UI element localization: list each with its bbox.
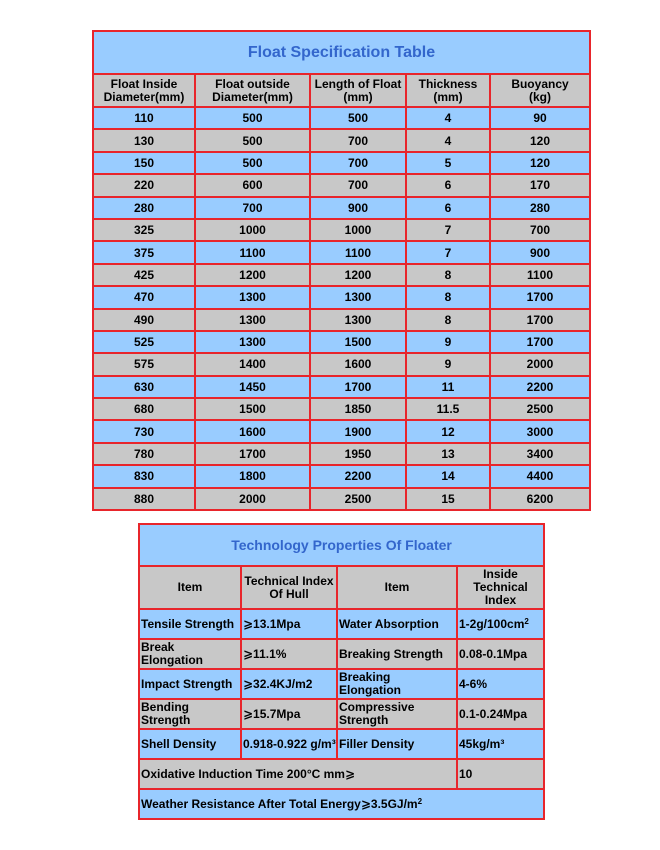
property-value [241,639,337,669]
column-header-line: Length of Float [314,76,402,91]
table-cell: 1200 [310,264,406,286]
table-cell: 1300 [195,286,310,308]
column-header-line: (kg) [529,89,551,104]
table-cell: 425 [93,264,195,286]
table-row [93,488,590,510]
header-line: Index [484,593,517,607]
table-cell: 1300 [310,286,406,308]
property-name [337,669,457,699]
table-cell: 150 [93,152,195,174]
table-cell: 8 [406,286,490,308]
table-cell: 11 [406,376,490,398]
property-name-line: Elongation [339,683,401,697]
property-name [139,609,241,639]
column-header-line: Thickness [418,76,478,91]
table-cell: 1400 [195,353,310,375]
property-value-text: 4-6% [459,676,488,691]
weather-resistance-text: Weather Resistance After Total Energy⩾3.5GJ/m [141,796,418,811]
table-cell: 6200 [490,488,590,510]
table-cell: 1600 [195,420,310,442]
property-name [337,609,457,639]
table-cell: 130 [93,129,195,151]
property-name-line: Impact Strength [141,676,233,691]
table-cell: 680 [93,398,195,420]
table-cell: 900 [490,241,590,263]
table-cell: 2500 [310,488,406,510]
table-cell: 8 [406,264,490,286]
table-row [93,129,590,151]
table-cell: 1600 [310,353,406,375]
property-value [457,699,544,729]
table-cell: 880 [93,488,195,510]
property-row [139,699,544,729]
table-cell: 600 [195,174,310,196]
property-value-text: 0.08-0.1Mpa [459,646,528,661]
header-item: Item [337,566,457,609]
header-inside-technical-index [457,566,544,609]
property-name-line: Water Absorption [339,616,439,631]
property-value [241,609,337,639]
table-cell: 470 [93,286,195,308]
header-line: Inside [483,567,518,581]
property-name-line: Filler Density [339,736,415,751]
table-cell: 2000 [490,353,590,375]
property-name [139,729,241,759]
table-cell: 900 [310,197,406,219]
property-value [241,729,337,759]
table-cell: 3000 [490,420,590,442]
property-value-text: 0.1-0.24Mpa [459,706,528,721]
table-cell: 700 [310,152,406,174]
table-cell: 575 [93,353,195,375]
property-value-text: 1-2g/100cm [459,616,525,631]
table-cell: 6 [406,174,490,196]
table-cell: 8 [406,309,490,331]
property-value [457,729,544,759]
table-cell: 1950 [310,443,406,465]
table-cell: 490 [93,309,195,331]
property-name [337,729,457,759]
property-row [139,639,544,669]
table-row [93,264,590,286]
table-cell: 14 [406,465,490,487]
property-row [139,729,544,759]
table-cell: 220 [93,174,195,196]
property-value [241,699,337,729]
oxidative-induction-label: Oxidative Induction Time 200°C mm⩾ [139,759,457,789]
table-cell: 5 [406,152,490,174]
table-cell: 500 [310,107,406,129]
table-cell: 1700 [490,331,590,353]
column-header-line: Diameter(mm) [103,89,185,104]
column-header-line: Float outside [215,76,290,91]
column-header [310,74,406,107]
header-line: Technical [473,580,528,594]
table-cell: 375 [93,241,195,263]
table-cell: 1100 [195,241,310,263]
property-name-line: Break [141,640,175,654]
column-header-line: Buoyancy [511,76,569,91]
table-cell: 700 [490,219,590,241]
table-cell: 13 [406,443,490,465]
table-row [93,465,590,487]
property-value [457,669,544,699]
table-row [93,197,590,219]
table-cell: 110 [93,107,195,129]
technology-properties-table [138,523,545,820]
property-name-line: Strength [339,713,389,727]
column-header [93,74,195,107]
table-row [93,443,590,465]
property-name-line: Bending [141,700,189,714]
property-name-line: Breaking [339,670,391,684]
header-line: Of Hull [269,586,309,601]
table-cell: 280 [490,197,590,219]
column-header-line: Diameter(mm) [212,89,293,104]
tech-table-title: Technology Properties Of Floater [139,524,544,566]
float-specification-table [92,30,591,511]
table-cell: 1900 [310,420,406,442]
table-cell: 1700 [490,286,590,308]
table-cell: 1500 [195,398,310,420]
table-row [93,174,590,196]
property-name [139,639,241,669]
column-header [406,74,490,107]
table-row [93,241,590,263]
property-name [139,699,241,729]
table-cell: 830 [93,465,195,487]
float-table-title: Float Specification Table [93,31,590,74]
weather-resistance-label [139,789,544,819]
table-cell: 1100 [490,264,590,286]
table-cell: 700 [310,129,406,151]
table-cell: 1300 [195,331,310,353]
property-value-text: ⩾11.1% [243,646,287,661]
table-cell: 1300 [195,309,310,331]
property-name [139,669,241,699]
property-name [337,639,457,669]
table-cell: 7 [406,219,490,241]
property-value [241,669,337,699]
table-cell: 1800 [195,465,310,487]
table-row [93,286,590,308]
table-cell: 2200 [310,465,406,487]
table-row [93,420,590,442]
header-item: Item [139,566,241,609]
header-technical-index-hull [241,566,337,609]
column-header [195,74,310,107]
table-cell: 1000 [195,219,310,241]
table-cell: 6 [406,197,490,219]
column-header [490,74,590,107]
table-row [93,376,590,398]
property-row [139,609,544,639]
table-row [93,107,590,129]
table-cell: 7 [406,241,490,263]
weather-resistance-sup: 2 [417,796,423,806]
column-header-line: (mm) [433,89,463,104]
property-name-line: Breaking Strength [339,646,444,661]
table-cell: 11.5 [406,398,490,420]
oxidative-induction-value: 10 [457,759,544,789]
table-cell: 630 [93,376,195,398]
table-cell: 170 [490,174,590,196]
table-cell: 12 [406,420,490,442]
table-cell: 500 [195,129,310,151]
property-value-text: 0.918-0.922 g/m³ [243,736,336,751]
table-row [93,309,590,331]
property-value-text: ⩾15.7Mpa [243,706,301,721]
table-cell: 1100 [310,241,406,263]
property-value-text: ⩾13.1Mpa [243,616,301,631]
table-cell: 90 [490,107,590,129]
table-cell: 3400 [490,443,590,465]
table-cell: 730 [93,420,195,442]
table-cell: 1300 [310,309,406,331]
column-header-line: (mm) [343,89,373,104]
table-cell: 15 [406,488,490,510]
table-cell: 1500 [310,331,406,353]
table-cell: 2500 [490,398,590,420]
table-cell: 325 [93,219,195,241]
table-cell: 525 [93,331,195,353]
table-cell: 9 [406,353,490,375]
table-cell: 280 [93,197,195,219]
table-cell: 700 [310,174,406,196]
property-name-line: Shell Density [141,736,217,751]
property-name-line: Compressive [339,700,415,714]
table-cell: 2000 [195,488,310,510]
table-row [93,398,590,420]
table-cell: 1700 [490,309,590,331]
table-row [93,219,590,241]
header-line: Technical Index [244,573,334,588]
table-cell: 1200 [195,264,310,286]
table-cell: 4 [406,107,490,129]
property-name [337,699,457,729]
table-cell: 1850 [310,398,406,420]
table-cell: 4 [406,129,490,151]
property-value-text: 45kg/m³ [459,736,505,751]
property-value-text: ⩾32.4KJ/m2 [243,676,313,691]
table-cell: 500 [195,107,310,129]
table-row [93,353,590,375]
property-value [457,609,544,639]
property-value-sup: 2 [524,616,529,626]
table-cell: 9 [406,331,490,353]
property-name-line: Elongation [141,653,203,667]
table-row [93,331,590,353]
table-cell: 780 [93,443,195,465]
table-cell: 1000 [310,219,406,241]
table-cell: 1700 [195,443,310,465]
property-name-line: Strength [141,713,191,727]
table-cell: 1450 [195,376,310,398]
property-name-line: Tensile Strength [141,616,235,631]
table-cell: 2200 [490,376,590,398]
table-cell: 4400 [490,465,590,487]
table-cell: 120 [490,152,590,174]
column-header-line: Float Inside [110,76,178,91]
table-cell: 120 [490,129,590,151]
table-row [93,152,590,174]
property-value [457,639,544,669]
property-row [139,669,544,699]
table-cell: 700 [195,197,310,219]
table-cell: 500 [195,152,310,174]
table-cell: 1700 [310,376,406,398]
